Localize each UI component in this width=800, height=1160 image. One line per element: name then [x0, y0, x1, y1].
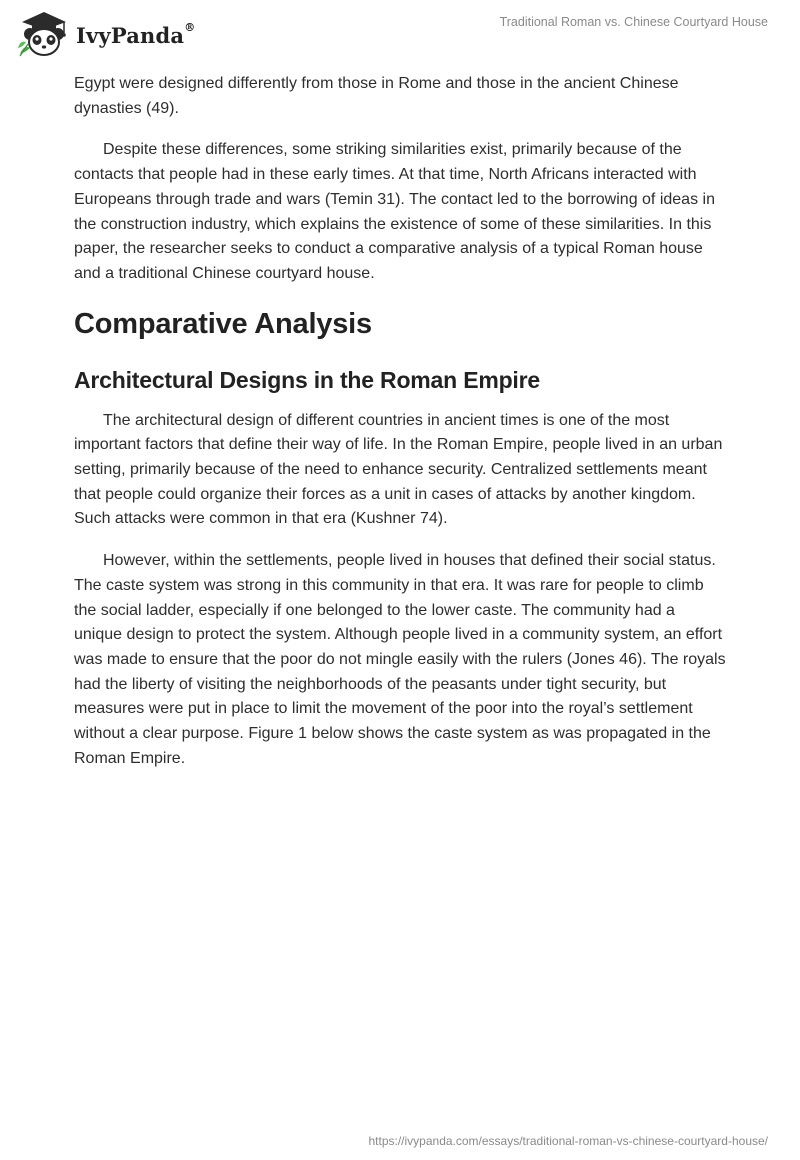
- brand-name: IvyPanda®: [76, 20, 196, 48]
- paragraph-architecture: The architectural design of different countries in ancient times is one of the most important factors that define their way of life. In the Roman Empire, people lived in an urban setting, primarily because of the need to enhance security. Centralized settlements meant that people could organize their forces as a unit in cases of attacks by another kingdom. Such attacks were common in that era (Kushner 74).: [74, 411, 723, 528]
- source-url[interactable]: https://ivypanda.com/essays/traditional-roman-vs-chinese-courtyard-house/: [368, 1134, 768, 1148]
- page-header: [0, 0, 800, 70]
- essay-content: [74, 72, 726, 771]
- ivypanda-logo[interactable]: [14, 8, 195, 58]
- paragraph-similarities: Despite these differences, some striking similarities exist, primarily because of the contacts that people had in these early times. At that time, North Africans interacted with Europeans through trade and wars (Temin 31). The contact led to the borrowing of ideas in the construction industry, which explains the existence of some of these similarities. In this paper, the researcher seeks to conduct a comparative analysis of a typical Roman house and a traditional Chinese courtyard house.: [74, 141, 715, 282]
- document-title: Traditional Roman vs. Chinese Courtyard House: [499, 15, 768, 29]
- section-heading: Comparative Analysis: [74, 307, 372, 340]
- panda-graduate-icon: [14, 8, 70, 58]
- paragraph-social-status: However, within the settlements, people lived in houses that defined their social status. The caste system was strong in this community in that era. It was rare for people to climb the social ladder, especially if one belonged to the lower caste. The community had a unique design to protect the system. Although people lived in a community system, an effort was made to ensure that the poor do not mingle easily with the rulers (Jones 46). The royals had the liberty of visiting the neighborhoods of the peasants under tight security, but measures were put in place to limit the movement of the poor into the royal’s settlement without a clear purpose. Figure 1 below shows the caste system as was propagated in the Roman Empire.: [74, 552, 726, 767]
- paragraph-continuation: Egypt were designed differently from those in Rome and those in the ancient Chinese dynasties (49).: [74, 75, 679, 117]
- subsection-heading: Architectural Designs in the Roman Empire: [74, 366, 540, 393]
